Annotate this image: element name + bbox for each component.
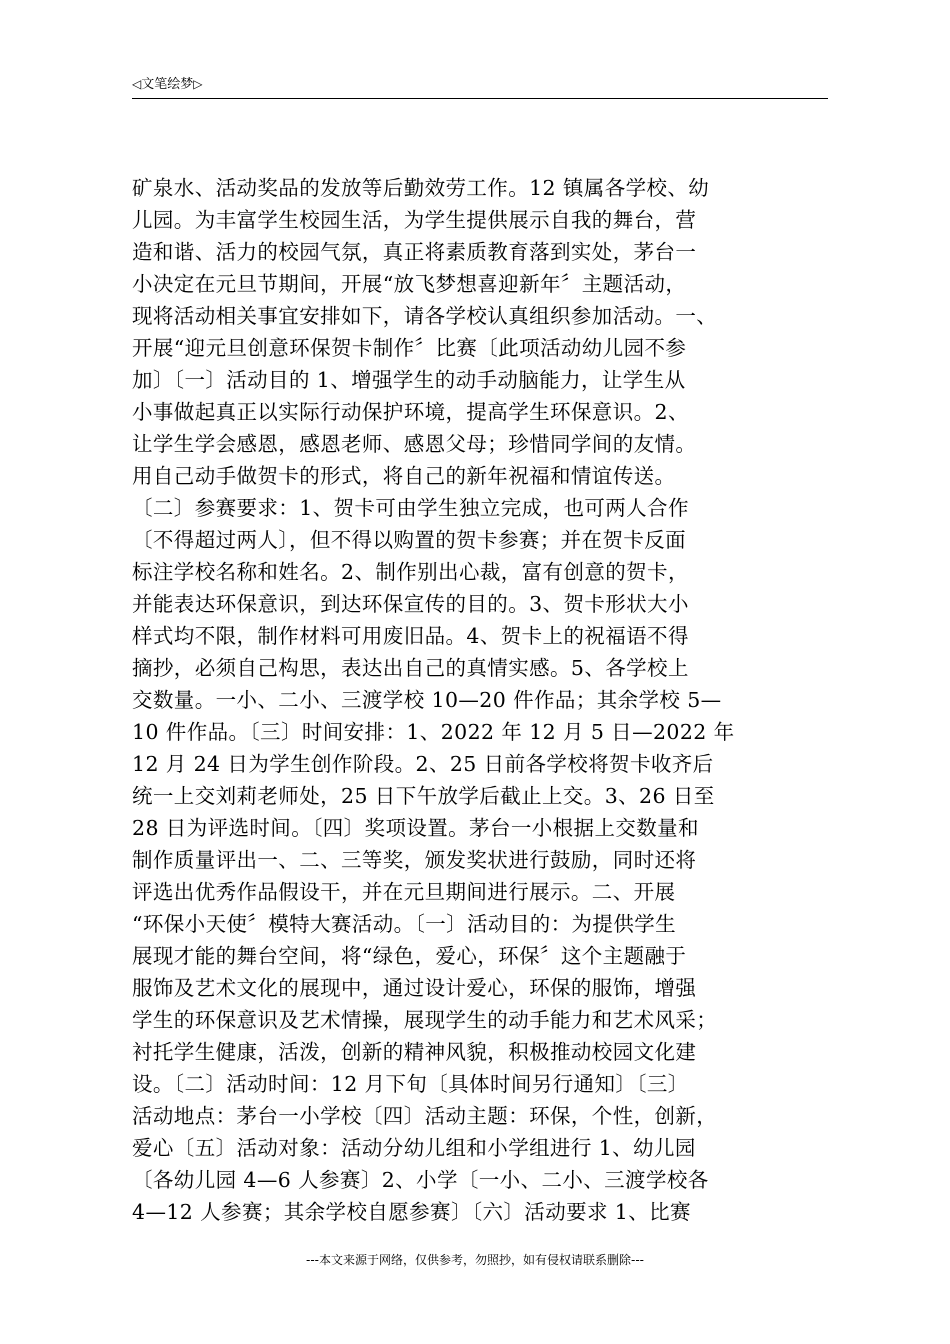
left-triangle-icon: ◁ [132,77,142,91]
body-text-line: 开展“迎元旦创意环保贺卡制作〞比赛〔此项活动幼儿园不参 [132,336,687,360]
body-text-line: 〔不得超过两人〕，但不得以购置的贺卡参赛；并在贺卡反面 [132,528,687,552]
body-text-line: 〔二〕参赛要求：1、贺卡可由学生独立完成，也可两人合作 [132,496,689,520]
body-text-line: 展现才能的舞台空间，将“绿色，爱心，环保〞这个主题融于 [132,944,687,968]
body-text-line: 现将活动相关事宜安排如下，请各学校认真组织参加活动。一、 [132,304,718,328]
body-text-line: 10 件作品。〔三〕时间安排：1、2022 年 12 月 5 日—2022 年 [132,720,735,744]
body-text-line: 矿泉水、活动奖品的发放等后勤效劳工作。12 镇属各学校、幼 [132,176,710,200]
body-text-line: 28 日为评选时间。〔四〕奖项设置。茅台一小根据上交数量和 [132,816,699,840]
page-footer: ---本文来源于网络，仅供参考，勿照抄，如有侵权请联系删除--- [306,1253,644,1267]
body-text-line: 服饰及艺术文化的展现中，通过设计爱心，环保的服饰，增强 [132,976,697,1000]
body-text-line: 学生的环保意识及艺术情操，展现学生的动手能力和艺术风采； [132,1008,718,1032]
right-triangle-icon: ▷ [193,77,203,91]
body-text-line: 加〕〔一〕活动目的 1、增强学生的动手动脑能力，让学生从 [132,368,686,392]
body-text-line: 样式均不限，制作材料可用废旧品。4、贺卡上的祝福语不得 [132,624,689,648]
body-text-line: 小事做起真正以实际行动保护环境，提高学生环保意识。2、 [132,400,689,424]
body-text-line: 用自己动手做贺卡的形式，将自己的新年祝福和情谊传送。 [132,464,676,488]
body-text-line: 并能表达环保意识，到达环保宣传的目的。3、贺卡形状大小 [132,592,689,616]
header-label [132,76,202,93]
body-text-line: 评选出优秀作品假设干，并在元旦期间进行展示。二、开展 [132,880,676,904]
body-text-line: 衬托学生健康，活泼，创新的精神风貌，积极推动校园文化建 [132,1040,697,1064]
body-text-line: 统一上交刘莉老师处，25 日下午放学后截止上交。3、26 日至 [132,784,715,808]
body-text-line: 制作质量评出一、二、三等奖，颁发奖状进行鼓励，同时还将 [132,848,697,872]
body-text-line: 12 月 24 日为学生创作阶段。2、25 日前各学校将贺卡收齐后 [132,752,714,776]
body-text-line: 交数量。一小、二小、三渡学校 10—20 件作品；其余学校 5— [132,688,722,712]
body-text-line: 造和谐、活力的校园气氛，真正将素质教育落到实处，茅台一 [132,240,697,264]
page-header [132,74,828,99]
body-text-line: 儿园。为丰富学生校园生活，为学生提供展示自我的舞台，营 [132,208,697,232]
body-text-line: “环保小天使〞模特大赛活动。〔一〕活动目的：为提供学生 [132,912,677,936]
body-text-line: 设。〔二〕活动时间：12 月下旬〔具体时间另行通知〕〔三〕 [132,1072,689,1096]
body-text-line: 让学生学会感恩，感恩老师、感恩父母；珍惜同学间的友情。 [132,432,697,456]
body-text-line: 小决定在元旦节期间，开展“放飞梦想喜迎新年〞主题活动， [132,272,687,296]
body-text-line: 4—12 人参赛；其余学校自愿参赛〕〔六〕活动要求 1、比赛 [132,1200,691,1224]
body-text-line: 标注学校名称和姓名。2、制作别出心裁，富有创意的贺卡， [132,560,689,584]
body-text-line: 爱心〔五〕活动对象：活动分幼儿组和小学组进行 1、幼儿园 [132,1136,696,1160]
body-text-line: 〔各幼儿园 4—6 人参赛〕2、小学〔一小、二小、三渡学校各 [132,1168,709,1192]
document-body [132,172,828,1228]
body-text-line: 摘抄，必须自己构思，表达出自己的真情实感。5、各学校上 [132,656,689,680]
header-title: 文笔绘梦 [141,77,194,92]
body-text-line: 活动地点：茅台一小学校〔四〕活动主题：环保，个性，创新， [132,1104,718,1128]
